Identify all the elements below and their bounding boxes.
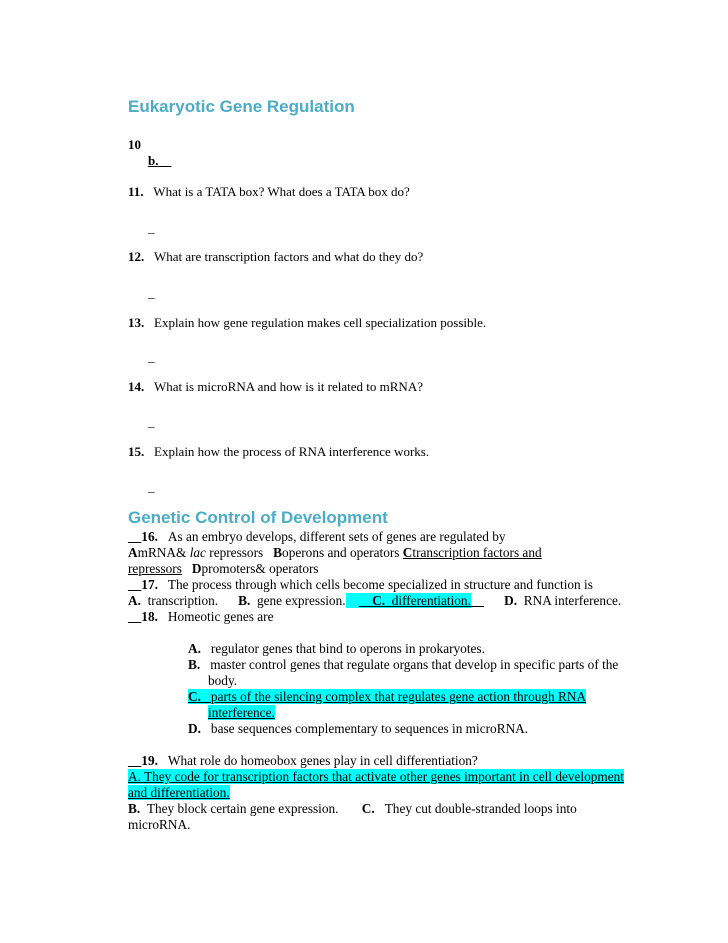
question-number: 19. (141, 753, 158, 768)
section-heading-eukaryotic: Eukaryotic Gene Regulation (128, 97, 355, 116)
question-number: 18. (141, 609, 158, 624)
question-number: 13. (128, 315, 145, 330)
question-19 (128, 753, 478, 769)
option-d[interactable]: D. RNA interference. (504, 593, 622, 608)
question-10-number: 10 (128, 137, 141, 152)
option-c[interactable]: Ctranscription factors and (402, 545, 542, 560)
question-number: 16. (141, 529, 158, 544)
question-16-options (128, 545, 542, 561)
answer-blank[interactable]: __ (128, 753, 142, 768)
question-18-option-d[interactable]: D. base sequences complementary to sequences in microRNA. (188, 721, 529, 736)
question-text: What is microRNA and how is it related to mRNA? (154, 379, 423, 394)
option-b[interactable]: B. They block certain gene expression. (128, 801, 339, 816)
question-text: Homeotic genes are (167, 609, 274, 624)
question-number: 17. (141, 577, 158, 592)
answer-blank[interactable]: __ (128, 529, 142, 544)
question-13 (128, 315, 486, 331)
section-heading-development: Genetic Control of Development (128, 508, 388, 527)
question-18-option-c-continued[interactable]: interference. (208, 705, 275, 720)
answer-line-14[interactable]: _ (148, 414, 155, 429)
question-text: What are transcription factors and what do they do? (154, 249, 424, 264)
answer-blank[interactable]: __ (128, 577, 142, 592)
question-18-option-a[interactable]: A. regulator genes that bind to operons in prokaryotes. (188, 641, 485, 656)
option-b[interactable]: Boperons and operators (273, 545, 400, 560)
question-text: What role do homeobox genes play in cell differentiation? (167, 753, 478, 768)
question-12 (128, 249, 423, 265)
question-17-options (128, 593, 621, 609)
option-c[interactable]: C. They cut double-stranded loops into (361, 801, 577, 816)
question-number: 11. (128, 184, 144, 199)
question-text: The process through which cells become specialized in structure and function is (167, 577, 593, 592)
question-number: 12. (128, 249, 145, 264)
question-15 (128, 444, 429, 460)
answer-line-15[interactable]: _ (148, 479, 155, 494)
answer-line-13[interactable]: _ (148, 349, 155, 364)
question-19-option-a[interactable]: A. They code for transcription factors that activate other genes important in cell development (128, 769, 624, 784)
question-19-options (128, 801, 577, 817)
question-text: Explain how gene regulation makes cell specialization possible. (154, 315, 487, 330)
question-11 (128, 184, 410, 200)
question-18-option-b-continued[interactable]: body. (208, 673, 238, 688)
question-19-option-a-continued[interactable]: and differentiation. (128, 785, 230, 800)
question-text: As an embryo develops, different sets of genes are regulated by (167, 529, 506, 544)
question-17 (128, 577, 593, 593)
question-text: Explain how the process of RNA interference works. (154, 444, 430, 459)
option-b[interactable]: B. gene expression. (238, 593, 346, 608)
question-text: What is a TATA box? What does a TATA box do? (153, 184, 410, 199)
question-number: 14. (128, 379, 145, 394)
question-14 (128, 379, 423, 395)
question-18-option-c[interactable]: C. parts of the silencing complex that regulates gene action through RNA (188, 689, 587, 704)
question-19-option-c-continued[interactable]: microRNA. (128, 817, 191, 832)
answer-line-12[interactable]: _ (148, 285, 155, 300)
question-16-options-line2 (128, 561, 319, 577)
option-c-highlight[interactable]: __C. differentiation. (346, 593, 471, 608)
question-10-b-blank[interactable]: b. (148, 153, 159, 168)
question-16 (128, 529, 506, 545)
option-a[interactable]: AmRNA& lac repressors (128, 545, 264, 560)
answer-line-11[interactable]: _ (148, 220, 155, 235)
answer-blank[interactable]: __ (128, 609, 142, 624)
question-18-option-b[interactable]: B. master control genes that regulate organs that develop in specific parts of the (188, 657, 619, 672)
question-number: 15. (128, 444, 145, 459)
question-18 (128, 609, 274, 625)
option-d[interactable]: Dpromoters& operators (191, 561, 319, 576)
option-c-continued[interactable]: repressors (128, 561, 182, 576)
option-a[interactable]: A. transcription. (128, 593, 219, 608)
